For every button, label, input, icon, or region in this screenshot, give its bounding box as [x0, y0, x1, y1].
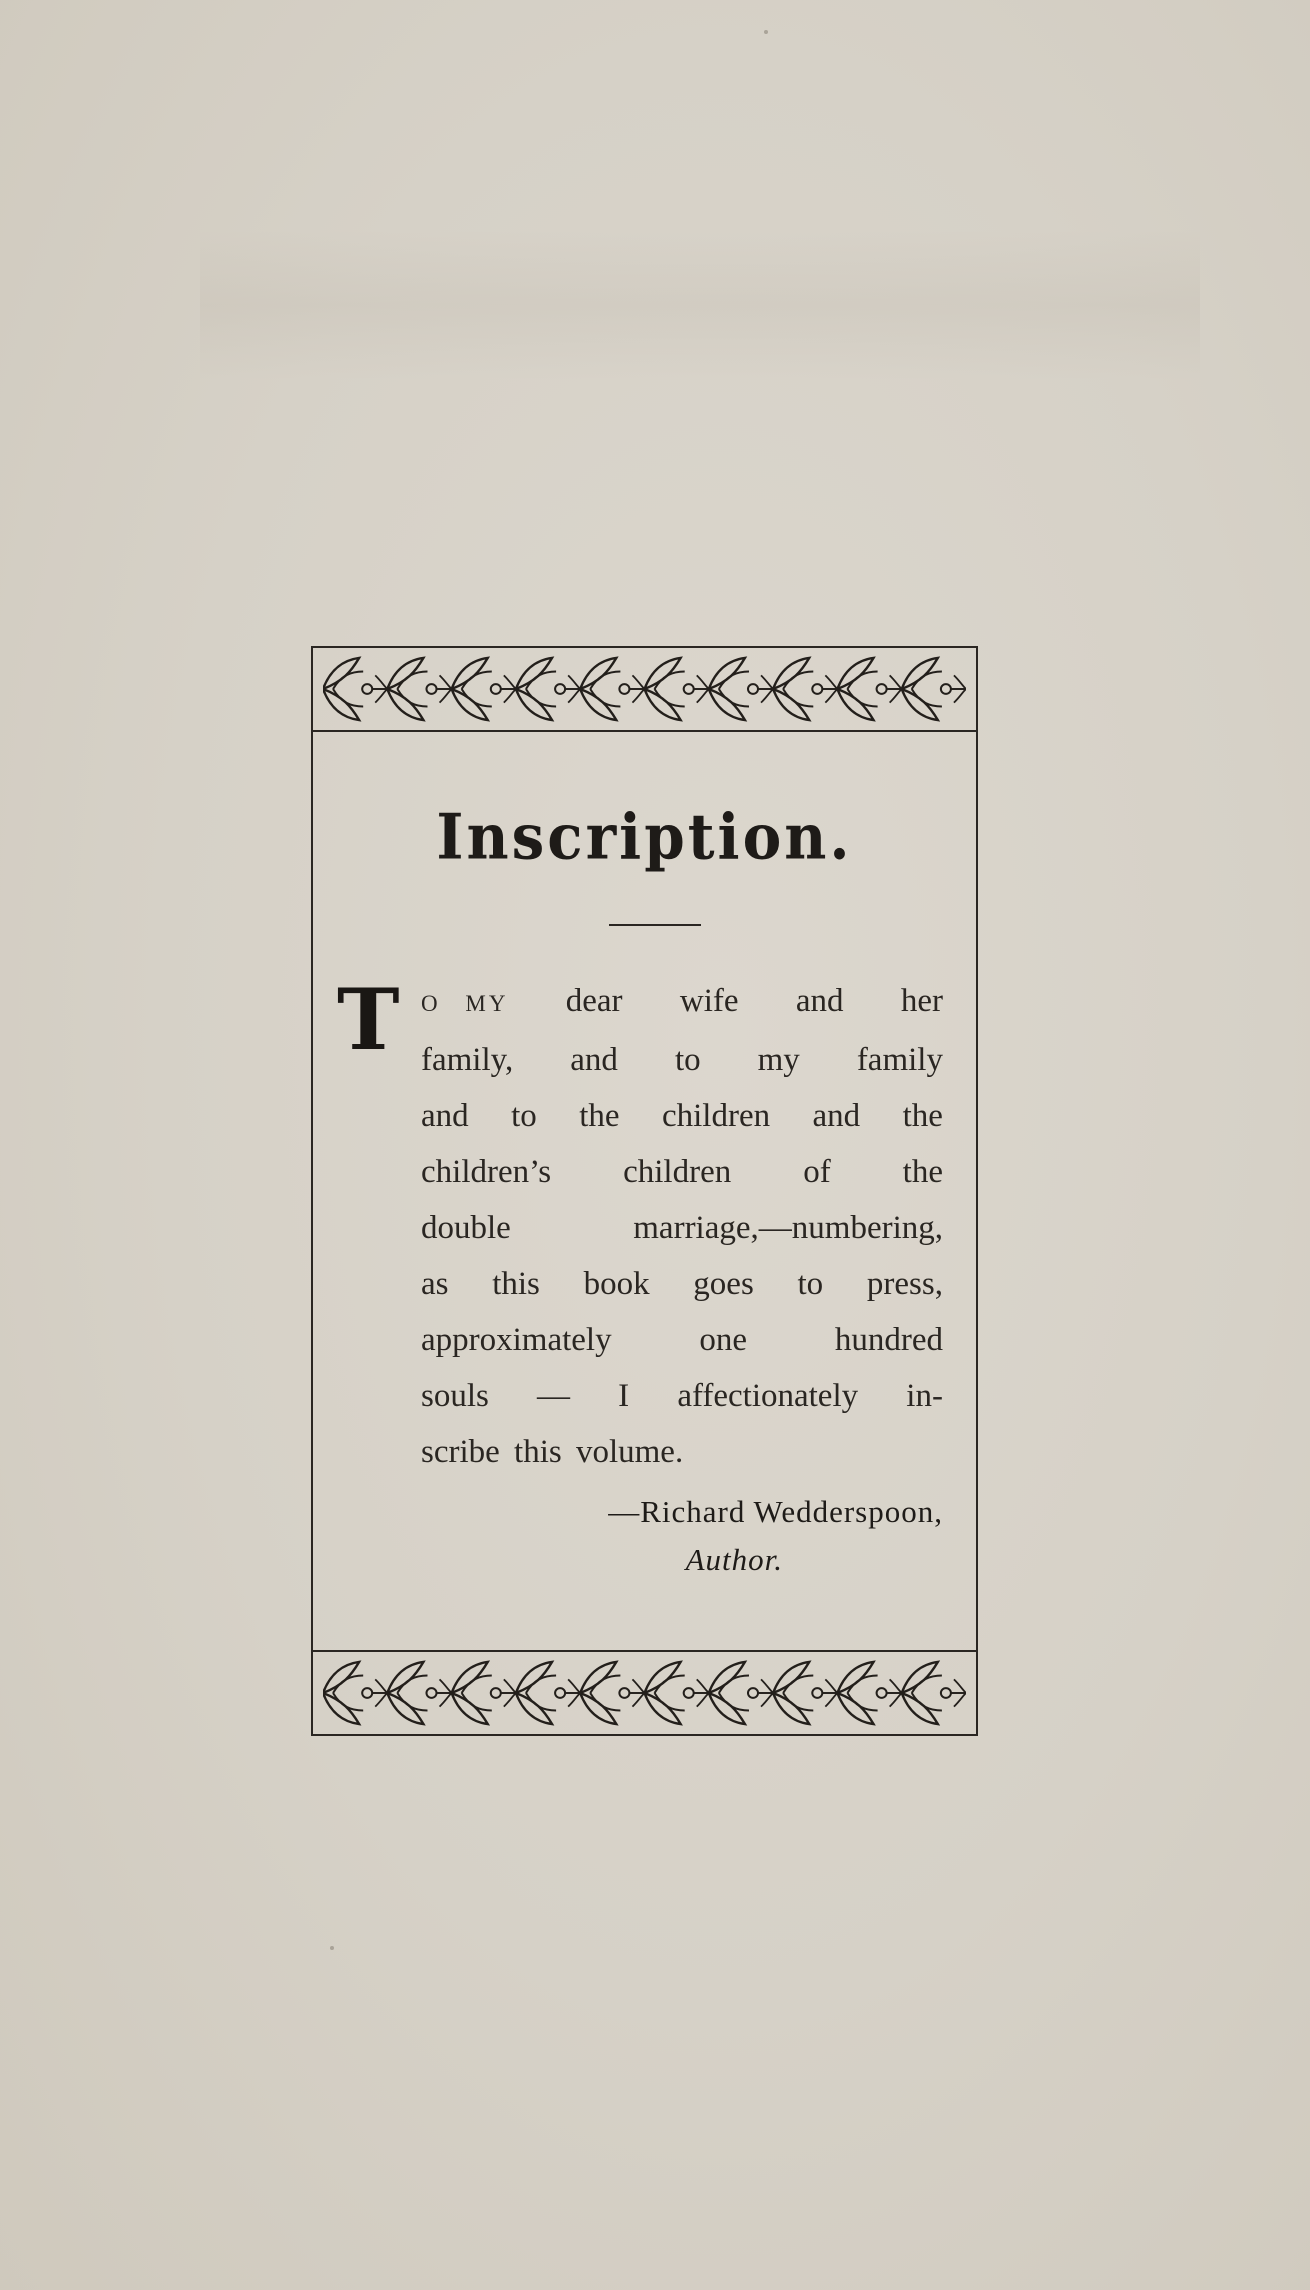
- word: and: [421, 1098, 469, 1134]
- text-line: [421, 1312, 943, 1368]
- text-line: [421, 1088, 943, 1144]
- word: the: [902, 1154, 943, 1190]
- author-role: Author.: [685, 1542, 783, 1577]
- word: souls: [421, 1378, 489, 1414]
- bottom-ornament-band: [313, 1650, 976, 1734]
- inscription-text: [421, 973, 943, 1480]
- opening-words: [421, 973, 508, 1032]
- word: press,: [866, 1266, 943, 1302]
- signature-block: [313, 1488, 943, 1584]
- text-line: [421, 1032, 943, 1088]
- word: to: [797, 1266, 824, 1302]
- word: —: [537, 1378, 571, 1414]
- word: double: [421, 1210, 511, 1246]
- word: goes: [693, 1266, 754, 1302]
- word: family: [856, 1042, 943, 1078]
- word: and: [570, 1042, 618, 1078]
- top-ornament-band: [313, 648, 976, 732]
- word: affectionately: [677, 1378, 859, 1414]
- leaf-ornament-icon: [323, 654, 966, 724]
- word: to: [511, 1098, 537, 1134]
- word: and: [812, 1098, 861, 1134]
- word: one: [699, 1322, 748, 1358]
- text-line: [421, 1368, 943, 1424]
- word: children: [623, 1154, 732, 1190]
- word: children: [661, 1098, 771, 1134]
- text-line: [421, 1256, 943, 1312]
- word: I: [618, 1378, 630, 1414]
- word: the: [579, 1098, 620, 1134]
- text-line: [421, 1144, 943, 1200]
- word: book: [583, 1266, 650, 1302]
- word: marriage,—numbering,: [633, 1210, 943, 1246]
- inscription-frame: [311, 646, 978, 1736]
- drop-cap: T: [337, 970, 400, 1069]
- word: children’s: [421, 1154, 552, 1190]
- word: my: [757, 1042, 800, 1078]
- word: approximately: [421, 1322, 612, 1358]
- author-name: —Richard Wedderspoon,: [608, 1494, 943, 1529]
- word: hundred: [834, 1322, 943, 1358]
- paper-speck: [330, 1946, 334, 1950]
- leaf-ornament-icon: [323, 1658, 966, 1728]
- text-line: [421, 1200, 943, 1256]
- word: and: [795, 983, 844, 1019]
- word: dear: [565, 983, 623, 1019]
- text-line-last: scribe this volume.: [421, 1434, 684, 1470]
- word: this: [492, 1266, 540, 1302]
- word: of: [803, 1154, 831, 1190]
- page-title: Inscription.: [436, 800, 853, 874]
- bleed-through-shadow: [200, 230, 1200, 380]
- first-word-rest: O: [421, 991, 441, 1016]
- word: wife: [679, 983, 739, 1019]
- word: in-: [906, 1378, 943, 1414]
- title-rule: [609, 924, 701, 926]
- word: to: [674, 1042, 701, 1078]
- word: the: [902, 1098, 943, 1134]
- word: family,: [421, 1042, 514, 1078]
- word: as: [421, 1266, 449, 1302]
- word: her: [900, 983, 943, 1019]
- small-caps-word: MY: [465, 991, 509, 1016]
- text-line: [421, 973, 943, 1032]
- paper-speck: [764, 30, 768, 34]
